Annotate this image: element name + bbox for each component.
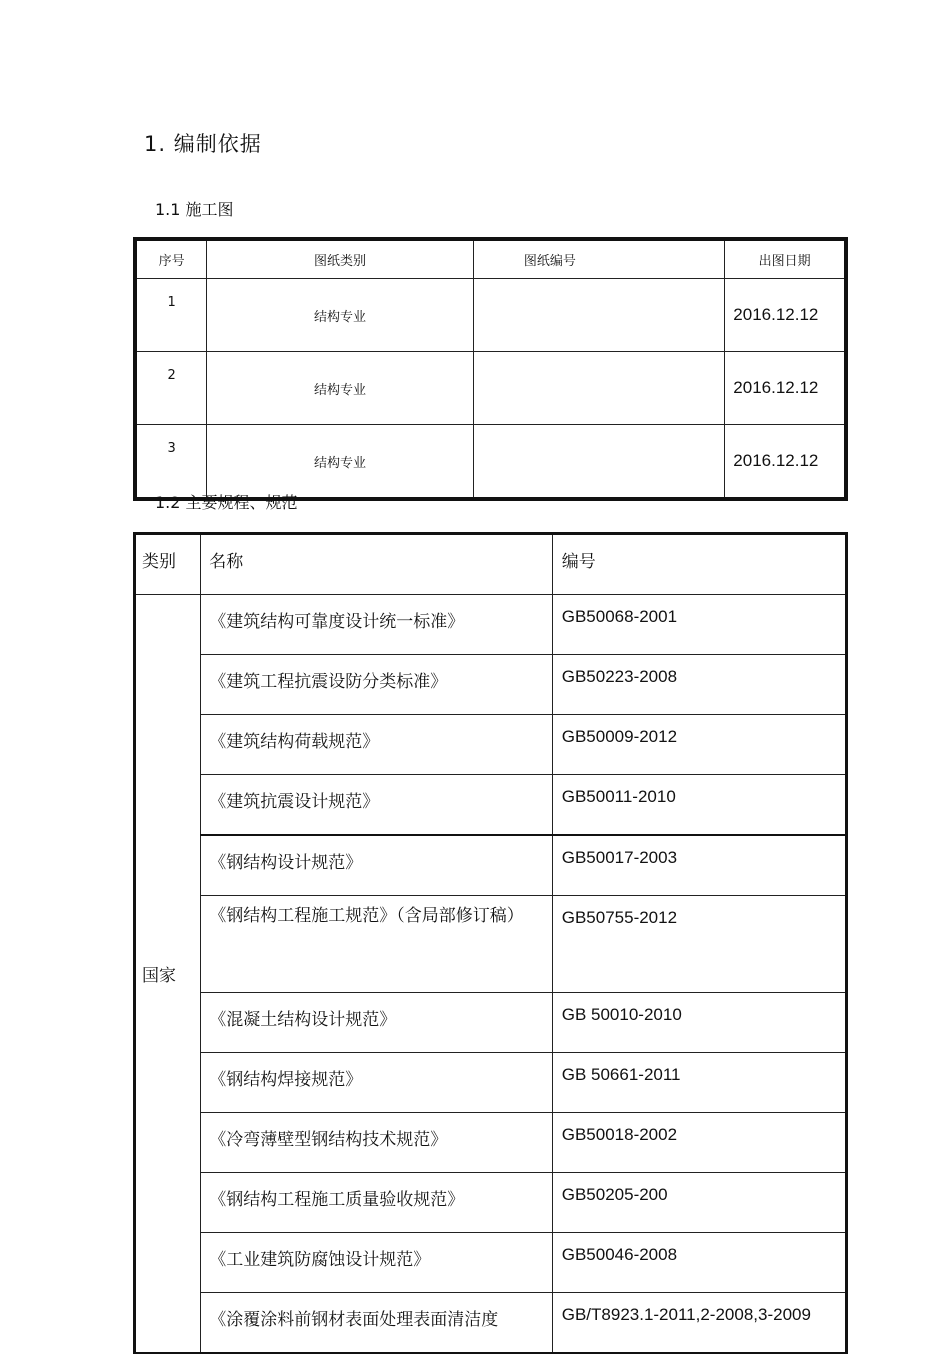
standard-code: GB50018-2002 bbox=[552, 1113, 846, 1173]
subsection-title-drawings: 1.1 施工图 bbox=[155, 200, 234, 219]
table-header-row bbox=[135, 534, 847, 595]
table-row bbox=[135, 896, 847, 993]
table-row bbox=[135, 1053, 847, 1113]
standard-name: 《钢结构设计规范》 bbox=[201, 835, 552, 896]
standard-name: 《建筑工程抗震设防分类标准》 bbox=[201, 655, 552, 715]
standard-name: 《钢结构焊接规范》 bbox=[201, 1053, 552, 1113]
table-row bbox=[135, 279, 846, 352]
table-row bbox=[135, 1233, 847, 1293]
table-row bbox=[135, 1173, 847, 1233]
header-cell-code: 图纸编号 bbox=[473, 239, 724, 279]
standard-name: 《建筑抗震设计规范》 bbox=[201, 775, 552, 836]
table-row bbox=[135, 1293, 847, 1354]
issue-date: 2016.12.12 bbox=[725, 279, 846, 352]
drawing-code bbox=[473, 425, 724, 500]
table-header-row bbox=[135, 239, 846, 279]
header-cell-code: 编号 bbox=[552, 534, 846, 595]
standard-code: GB50011-2010 bbox=[552, 775, 846, 836]
standard-name: 《建筑结构荷载规范》 bbox=[201, 715, 552, 775]
category-cell: 国家 bbox=[135, 595, 201, 1354]
drawing-type: 结构专业 bbox=[207, 425, 474, 500]
table-row bbox=[135, 352, 846, 425]
standard-code: GB/T8923.1-2011,2-2008,3-2009 bbox=[552, 1293, 846, 1354]
standard-code: GB50755-2012 bbox=[552, 896, 846, 993]
row-number: 1 bbox=[135, 279, 207, 352]
standard-name: 《工业建筑防腐蚀设计规范》 bbox=[201, 1233, 552, 1293]
standard-code: GB50223-2008 bbox=[552, 655, 846, 715]
standard-name: 《冷弯薄壁型钢结构技术规范》 bbox=[201, 1113, 552, 1173]
standard-code: GB 50010-2010 bbox=[552, 993, 846, 1053]
drawings-table bbox=[133, 237, 848, 501]
drawing-type: 结构专业 bbox=[207, 279, 474, 352]
standard-code: GB50205-200 bbox=[552, 1173, 846, 1233]
table-row bbox=[135, 655, 847, 715]
standard-code: GB50017-2003 bbox=[552, 835, 846, 896]
table-row bbox=[135, 1113, 847, 1173]
table-row bbox=[135, 715, 847, 775]
header-cell-no: 序号 bbox=[135, 239, 207, 279]
issue-date: 2016.12.12 bbox=[725, 352, 846, 425]
header-cell-type: 图纸类别 bbox=[207, 239, 474, 279]
standard-name: 《建筑结构可靠度设计统一标准》 bbox=[201, 595, 552, 655]
standard-name: 《混凝土结构设计规范》 bbox=[201, 993, 552, 1053]
section-heading: 1. 编制依据 bbox=[144, 132, 262, 156]
header-cell-name: 名称 bbox=[201, 534, 552, 595]
row-number: 3 bbox=[135, 425, 207, 500]
drawing-code bbox=[473, 352, 724, 425]
standard-code: GB50046-2008 bbox=[552, 1233, 846, 1293]
standard-name: 《钢结构工程施工质量验收规范》 bbox=[201, 1173, 552, 1233]
standard-code: GB50009-2012 bbox=[552, 715, 846, 775]
header-cell-category: 类别 bbox=[135, 534, 201, 595]
issue-date: 2016.12.12 bbox=[725, 425, 846, 500]
table-row bbox=[135, 595, 847, 655]
table-row bbox=[135, 425, 846, 500]
table-row bbox=[135, 775, 847, 836]
drawing-code bbox=[473, 279, 724, 352]
standard-code: GB 50661-2011 bbox=[552, 1053, 846, 1113]
standards-table bbox=[133, 532, 848, 1354]
table-row bbox=[135, 835, 847, 896]
header-cell-date: 出图日期 bbox=[725, 239, 846, 279]
drawing-type: 结构专业 bbox=[207, 352, 474, 425]
row-number: 2 bbox=[135, 352, 207, 425]
standard-name: 《钢结构工程施工规范》（含局部修订稿） bbox=[201, 896, 552, 993]
standard-name: 《涂覆涂料前钢材表面处理表面清洁度 bbox=[201, 1293, 552, 1354]
standard-code: GB50068-2001 bbox=[552, 595, 846, 655]
table-row bbox=[135, 993, 847, 1053]
subsection-title-standards: 1.2 主要规程、规范 bbox=[155, 493, 298, 512]
